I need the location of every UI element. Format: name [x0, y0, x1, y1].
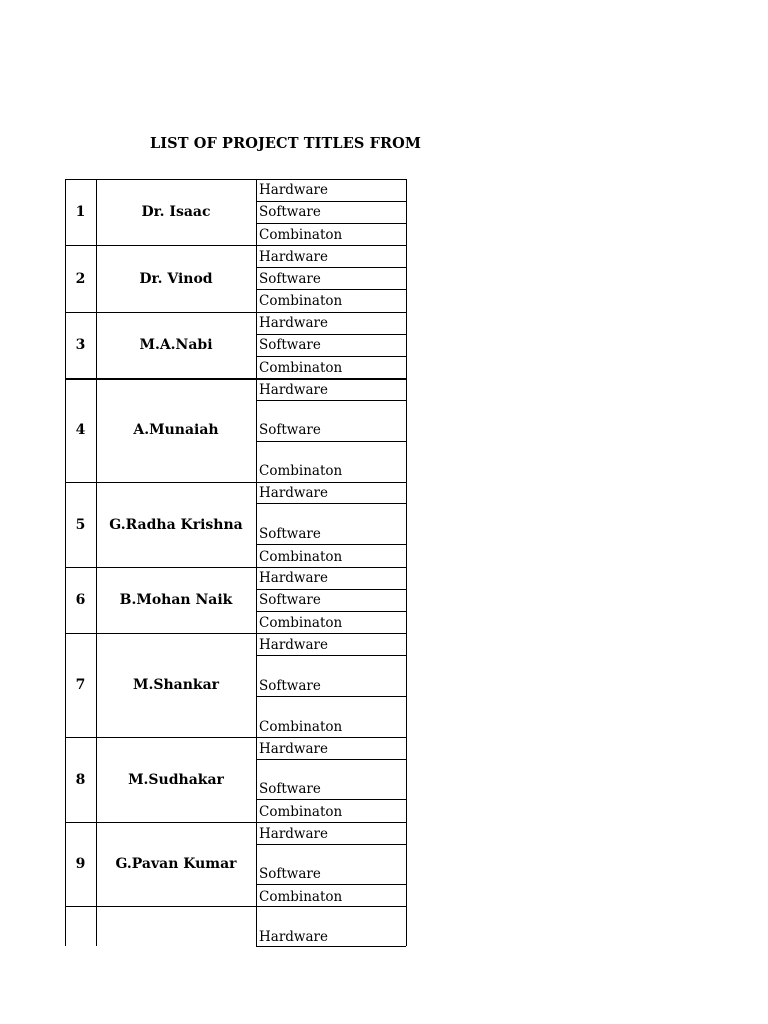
category-border — [256, 589, 406, 590]
category-border — [256, 356, 406, 357]
category-border — [256, 655, 406, 656]
project-category: Combinaton — [259, 804, 343, 820]
category-border — [256, 759, 406, 760]
row-number: 4 — [75, 422, 86, 438]
row-number: 3 — [75, 337, 86, 353]
category-border — [256, 223, 406, 224]
project-category: Combinaton — [259, 463, 343, 479]
project-category: Combinaton — [259, 227, 343, 243]
project-category: Combinaton — [259, 719, 343, 735]
project-category: Software — [259, 526, 321, 542]
project-category: Hardware — [259, 382, 328, 398]
project-category: Software — [259, 678, 321, 694]
faculty-name: B.Mohan Naik — [119, 592, 233, 608]
project-category: Software — [259, 337, 321, 353]
category-border — [256, 696, 406, 697]
row-number — [65, 906, 96, 946]
category-border — [256, 946, 406, 947]
project-category: Combinaton — [259, 293, 343, 309]
project-category: Hardware — [259, 570, 328, 586]
category-border — [256, 289, 406, 290]
document-title: LIST OF PROJECT TITLES FROM — [150, 135, 421, 152]
faculty-name: Dr. Vinod — [139, 270, 213, 287]
row-number: 2 — [75, 270, 86, 287]
project-category: Hardware — [259, 637, 328, 653]
project-category: Hardware — [259, 249, 328, 265]
project-category: Combinaton — [259, 360, 343, 376]
category-border — [256, 544, 406, 545]
category-border — [256, 201, 406, 202]
project-category: Combinaton — [259, 549, 343, 565]
category-border — [256, 799, 406, 800]
project-category: Software — [259, 422, 321, 438]
row-number: 6 — [75, 592, 86, 608]
row-number: 1 — [75, 204, 86, 220]
project-category: Hardware — [259, 182, 328, 198]
category-border — [256, 503, 406, 504]
category-border — [256, 884, 406, 885]
category-border — [256, 611, 406, 612]
category-border — [256, 400, 406, 401]
faculty-name: M.A.Nabi — [139, 337, 213, 353]
faculty-name: A.Munaiah — [133, 422, 219, 438]
project-category: Software — [259, 592, 321, 608]
category-border — [256, 844, 406, 845]
project-category: Software — [259, 271, 321, 287]
faculty-name: M.Shankar — [132, 677, 220, 693]
row-number: 7 — [75, 677, 86, 693]
category-border — [256, 441, 406, 442]
project-category: Hardware — [259, 315, 328, 331]
column-border — [406, 179, 407, 946]
project-category: Hardware — [259, 485, 328, 501]
row-number: 9 — [75, 856, 86, 872]
category-border — [256, 267, 406, 268]
faculty-name: G.Radha Krishna — [109, 516, 243, 533]
project-category: Combinaton — [259, 615, 343, 631]
category-border — [256, 334, 406, 335]
project-category: Hardware — [259, 929, 328, 945]
project-category: Hardware — [259, 741, 328, 757]
row-number: 5 — [75, 516, 86, 533]
project-category: Software — [259, 781, 321, 797]
project-category: Software — [259, 866, 321, 882]
project-category: Combinaton — [259, 889, 343, 905]
faculty-name: Dr. Isaac — [141, 204, 211, 220]
row-number: 8 — [75, 771, 86, 788]
faculty-name — [96, 906, 256, 946]
faculty-name: G.Pavan Kumar — [115, 856, 237, 872]
project-category: Software — [259, 204, 321, 220]
faculty-name: M.Sudhakar — [128, 771, 224, 788]
project-category: Hardware — [259, 826, 328, 842]
